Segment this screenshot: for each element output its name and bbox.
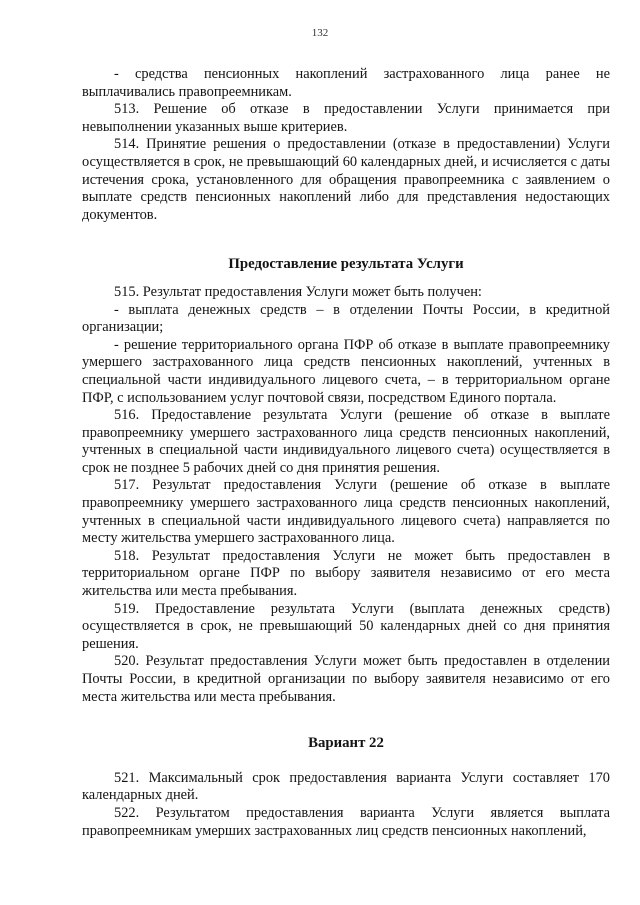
paragraph-518: 518. Результат предоставления Услуги не может быть предоставлен в территориальном органе ПФР по выбору заявителя независимо от его места жительства или места пребывания. — [82, 547, 610, 600]
paragraph-522: 522. Результатом предоставления варианта Услуги является выплата правопреемникам умерших застрахованных лиц средств пенсионных накоплений, — [82, 804, 610, 839]
paragraph-520: 520. Результат предоставления Услуги может быть предоставлен в отделении Почты России, в кредитной организации по выбору заявителя независимо от его места жительства или места пребывания. — [82, 653, 610, 705]
page-number: 132 — [311, 27, 329, 39]
paragraph-515: 515. Результат предоставления Услуги может быть получен: — [114, 283, 482, 300]
paragraph-513: 513. Решение об отказе в предоставлении Услуги принимается при невыполнении указанных выше критериев. — [82, 101, 610, 135]
paragraph-515-item-decision: - решение территориального органа ПФР об отказе в выплате правопреемнику умершего застрахованного лица средств пенсионных накоплений, учтенных в специальной части индивидуального лицевого счета, – в территориальном органе ПФР, с использованием услуг почтовой связи, посредством Единого портала. — [82, 336, 610, 406]
paragraph-516: 516. Предоставление результата Услуги (решение об отказе в выплате правопреемнику умершего застрахованного лица средств пенсионных накоплений, учтенных в специальной части индивидуального лицевого счета) осуществляется в срок не позднее 5 рабочих дней со дня принятия решения. — [82, 407, 610, 476]
section-heading-variant-22: Вариант 22 — [308, 735, 384, 752]
paragraph-517: 517. Результат предоставления Услуги (решение об отказе в выплате правопреемнику умершего застрахованного лица средств пенсионных накоплений, учтенных в специальной части индивидуального лицевого счета) направляется по месту жительства умершего застрахованного лица. — [82, 477, 610, 547]
document-body — [82, 66, 610, 840]
paragraph-521: 521. Максимальный срок предоставления варианта Услуги составляет 170 календарных дней. — [82, 769, 610, 804]
section-heading-result: Предоставление результата Услуги — [228, 256, 464, 273]
paragraph-note-not-paid: - средства пенсионных накоплений застрахованного лица ранее не выплачивались правопреемникам. — [82, 66, 610, 100]
paragraph-514: 514. Принятие решения о предоставлении (отказе в предоставлении) Услуги осуществляется в срок, не превышающий 60 календарных дней, и исчисляется с даты истечения срока, установленного для обращения правопреемника с заявлением о выплате средств пенсионных накоплений либо для представления недостающих документов. — [82, 136, 610, 223]
paragraph-519: 519. Предоставление результата Услуги (выплата денежных средств) осуществляется в срок, не превышающий 50 календарных дней со дня принятия решения. — [82, 600, 610, 652]
paragraph-515-item-payment: - выплата денежных средств – в отделении Почты России, в кредитной организации; — [82, 301, 610, 336]
